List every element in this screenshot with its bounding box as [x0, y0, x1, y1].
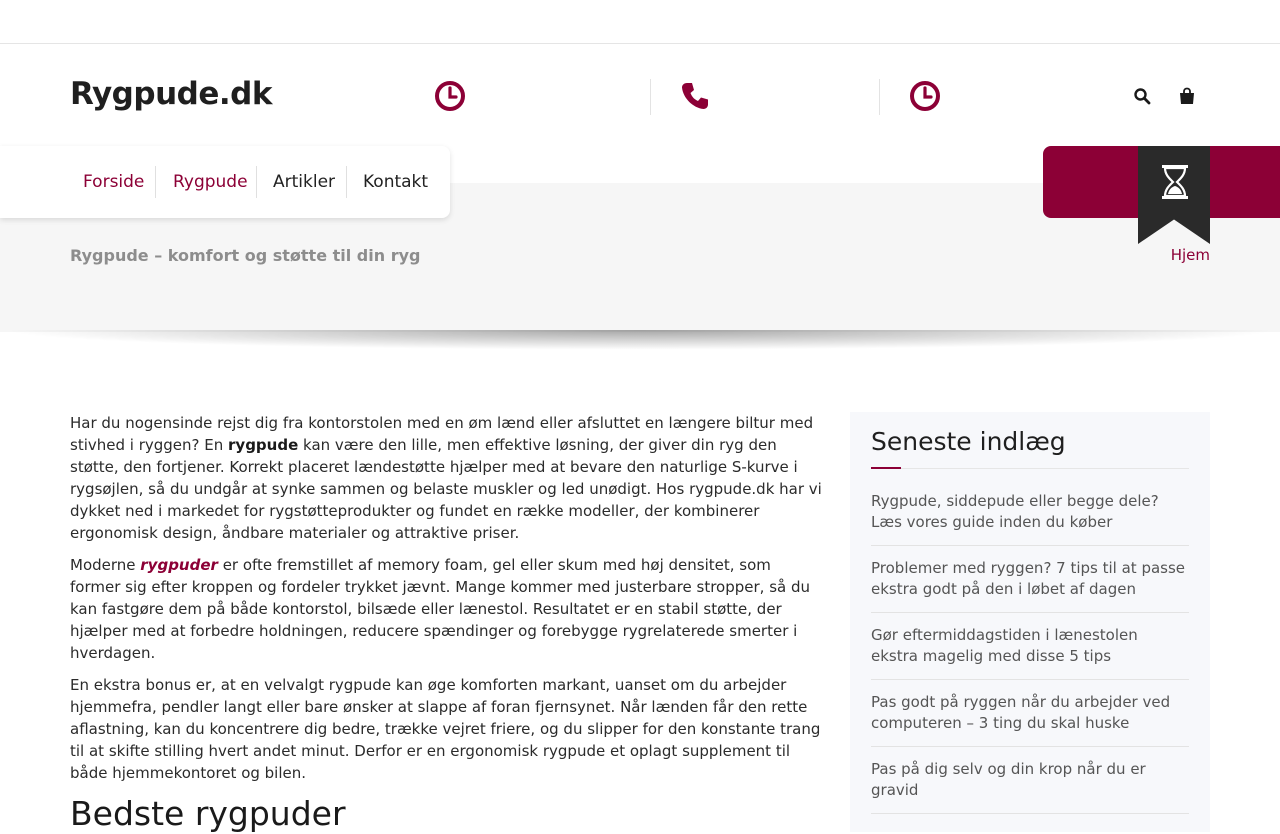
recent-post-link[interactable]: Gør eftermiddagstiden i lænestolen ekstra magelig med disse 5 tips — [871, 613, 1189, 680]
nav-item-forside[interactable]: Forside — [83, 172, 145, 192]
sidebar-title-underline — [871, 468, 1189, 469]
paragraph: Moderne rygpuder er ofte fremstillet af memory foam, gel eller skum med høj densitet, som former sig efter kroppen og fordeler trykket jævnt. Mange kommer med justerbare stropper, så du kan fastgøre dem på både kontorstol, bilsæde eller lænestol. Resultatet er en stabil støtte, der hjælper med at forbedre holdningen, reducere spændinger og forebygge rygrelaterede smerter i hverdagen. — [70, 556, 811, 662]
intro-paragraph: Har du nogensinde rejst dig fra kontorstolen med en øm lænd eller afsluttet en længere biltur med stivhed i ryggen? En rygpude kan være den lille, men effektive løsning, der giver din ryg den støtte, den fortjener. Korrekt placeret lændestøtte hjælper med at bevare den naturlige S-kurve i rygsøjlen, så du undgår at synke sammen og belaste muskler og led unødigt. Hos rygpude.dk har vi dykket ned i markedet for rygstøtteprodukter og fundet en række modeller, der kombinerer ergonomisk design, åndbare materialer og attraktive priser. — [70, 414, 822, 542]
main-nav — [0, 146, 450, 218]
top-bar — [0, 0, 1280, 44]
clock-icon — [909, 80, 941, 112]
hourglass-icon — [1159, 164, 1191, 200]
nav-item-kontakt[interactable]: Kontakt — [363, 172, 429, 192]
nav-item-artikler[interactable]: Artikler — [273, 172, 336, 192]
breadcrumb-home[interactable]: Hjem — [1170, 246, 1210, 264]
sidebar-recent-posts — [850, 412, 1210, 832]
search-icon[interactable] — [1133, 87, 1151, 105]
nav-divider — [155, 166, 156, 198]
paragraph: En ekstra bonus er, at en velvalgt rygpude kan øge komforten markant, uanset om du arbejder hjemmefra, pendler langt eller bare ønsker at slappe af foran fjernsynet. Når lænden får den rette aflastning, kan du koncentrere dig bedre, trække vejret friere, og du slipper for den konstante trang til at skifte stilling hvert andet minut. Derfor er en ergonomisk rygpude et oplagt supplement til både hjemmekontoret og bilen. — [70, 676, 821, 782]
main-content — [70, 412, 822, 834]
recent-post-link[interactable]: Rygpude, siddepude eller begge dele? Læs vores guide inden du køber — [871, 469, 1189, 546]
recent-post-link[interactable]: Pas godt på ryggen når du arbejder ved computeren – 3 ting du skal huske — [871, 680, 1189, 747]
site-header — [0, 44, 1280, 146]
site-logo[interactable]: Rygpude.dk — [70, 76, 272, 112]
page-title: Rygpude – komfort og støtte til din ryg — [70, 246, 421, 265]
recent-post-link[interactable]: Pas på dig selv og din krop når du er gravid — [871, 747, 1189, 814]
hero-shadow — [0, 330, 1280, 350]
nav-divider — [256, 166, 257, 198]
phone-icon — [679, 80, 711, 112]
recent-post-link[interactable]: Problemer med ryggen? 7 tips til at passe ekstra godt på den i løbet af dagen — [871, 546, 1189, 613]
nav-divider — [346, 166, 347, 198]
shopping-bag-icon[interactable] — [1178, 87, 1196, 105]
clock-icon — [434, 80, 466, 112]
nav-item-rygpude[interactable]: Rygpude — [173, 172, 248, 192]
section-heading: Bedste rygpuder — [70, 794, 346, 833]
rygpuder-link[interactable]: rygpuder — [140, 556, 218, 574]
header-divider — [650, 79, 651, 115]
header-divider — [879, 79, 880, 115]
sidebar-title: Seneste indlæg — [871, 427, 1066, 456]
